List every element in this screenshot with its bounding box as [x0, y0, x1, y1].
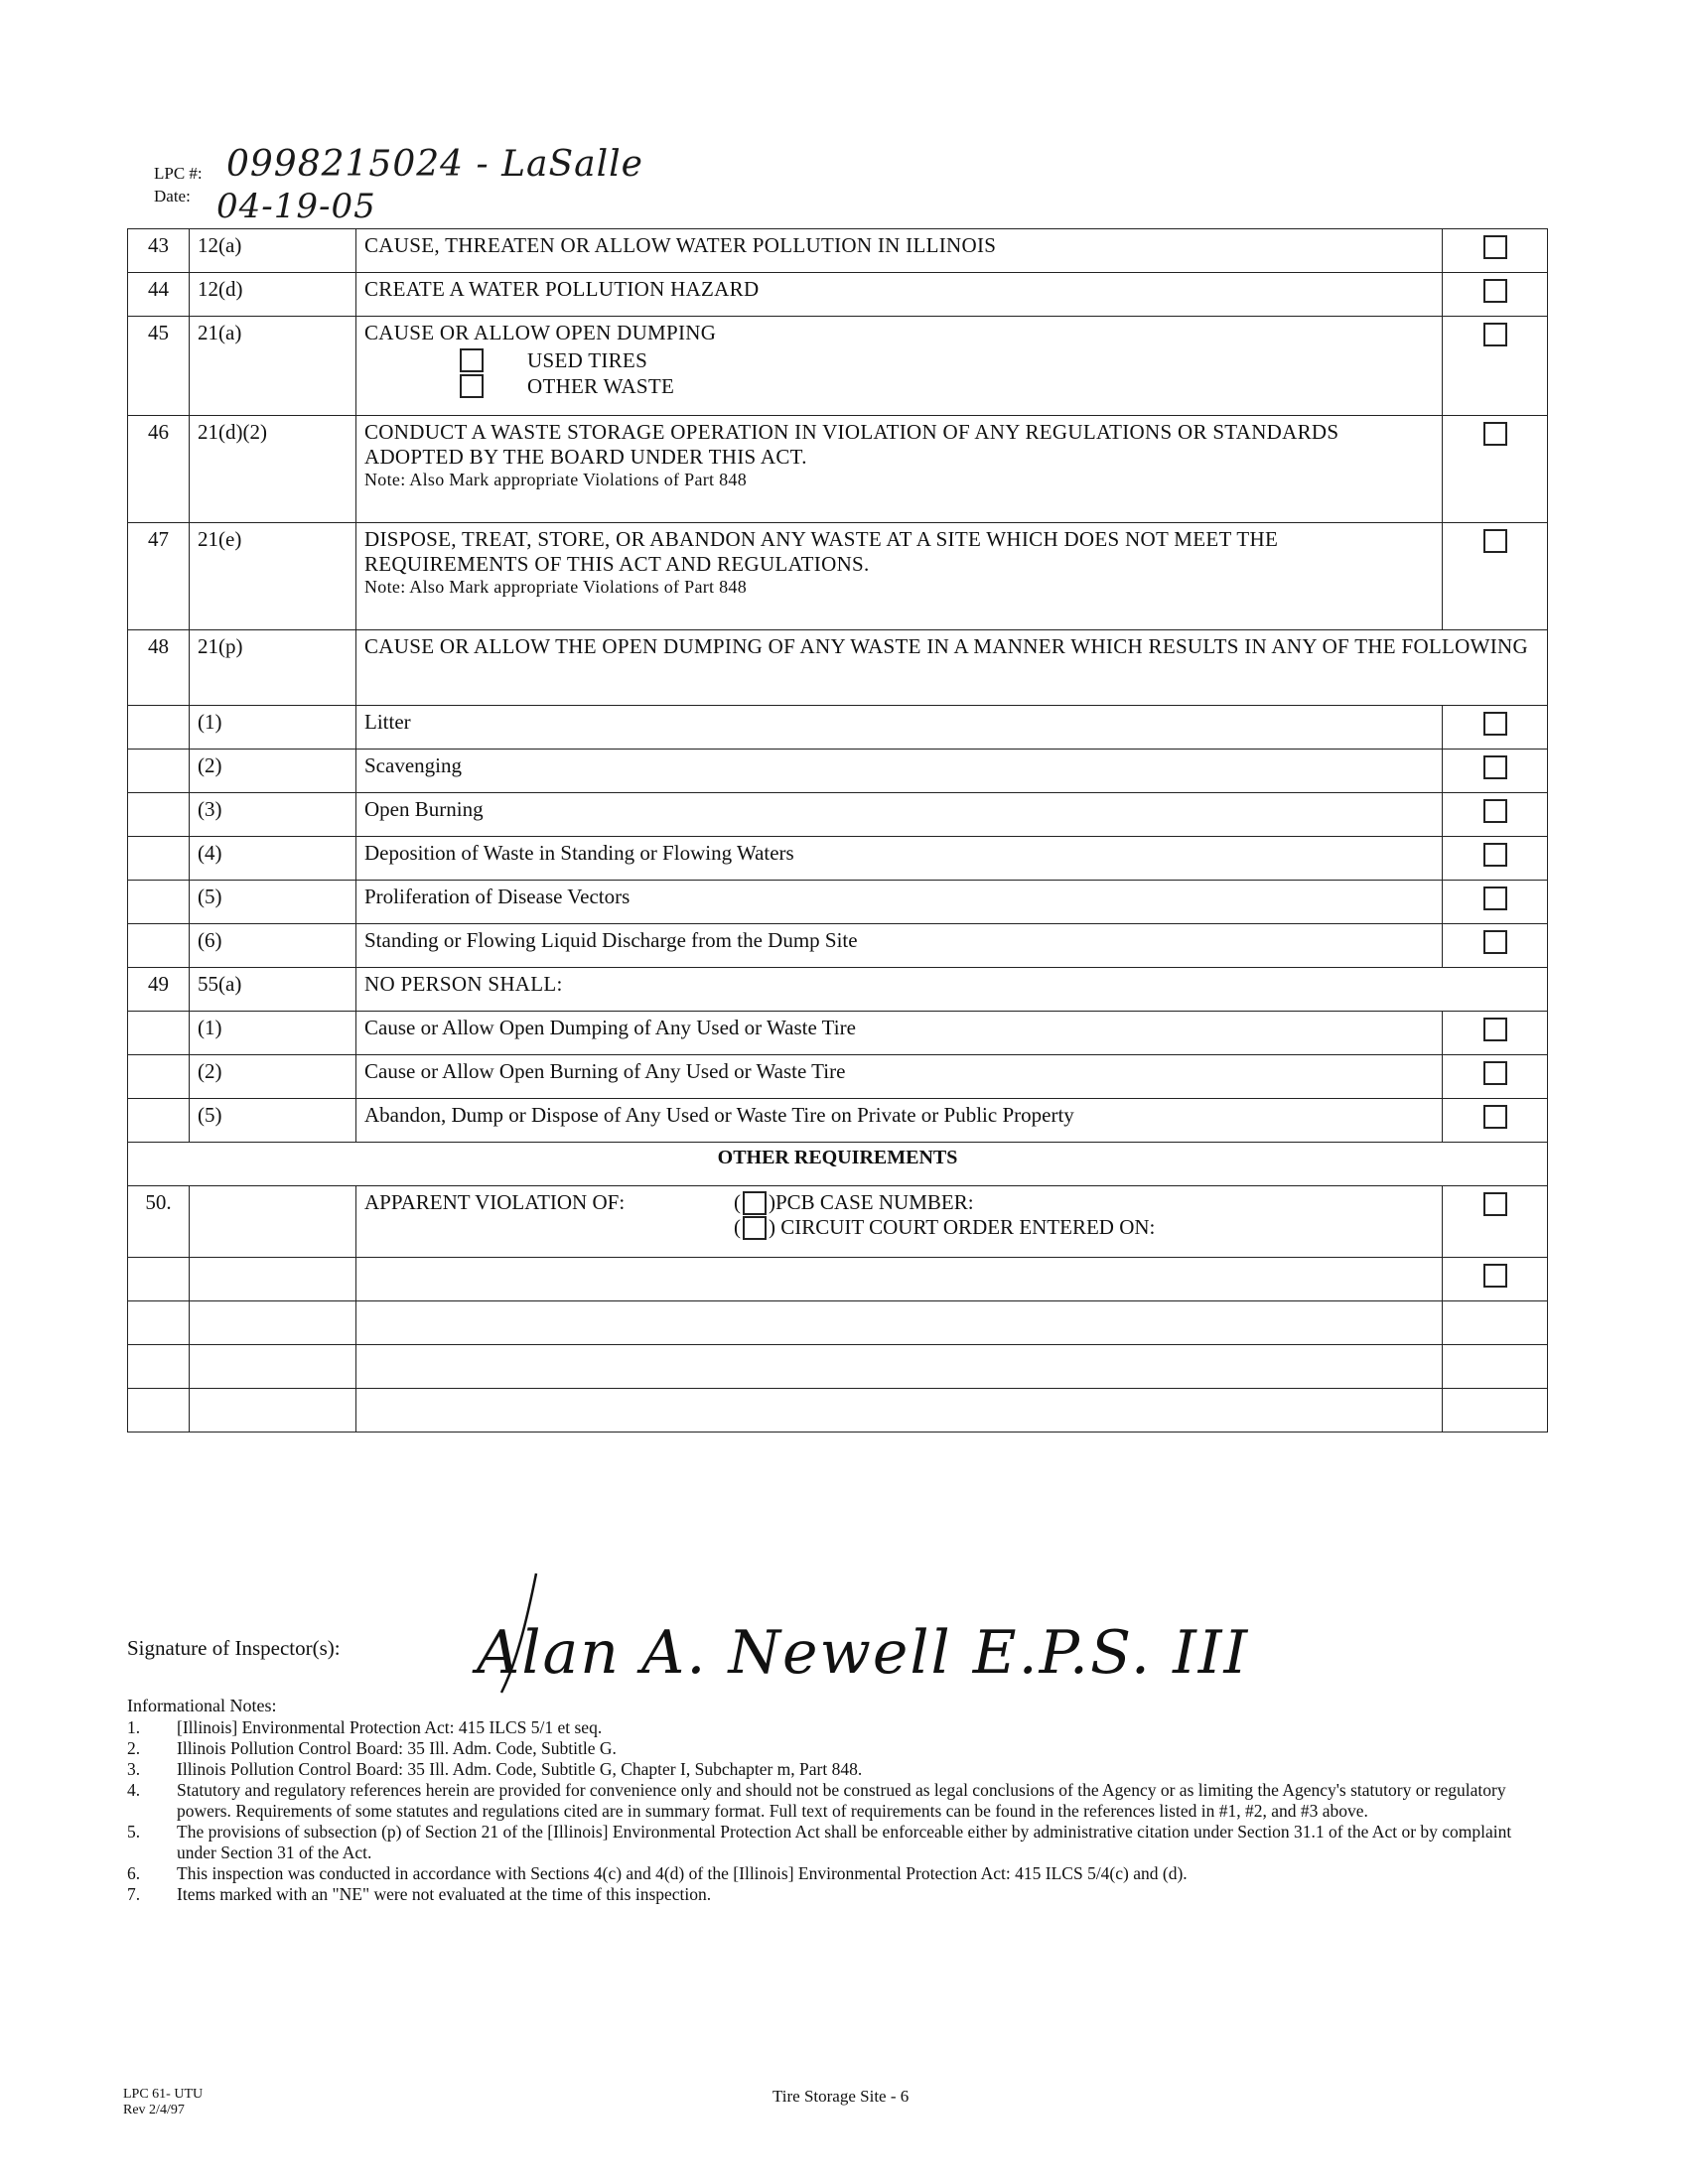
table-row: [128, 1345, 1548, 1389]
blank-entry[interactable]: [356, 1258, 1443, 1301]
row-number: 48: [128, 630, 190, 706]
table-row: [128, 793, 1548, 837]
table-row: [128, 706, 1548, 750]
violation-checkbox[interactable]: [1483, 529, 1507, 553]
violation-text: NO PERSON SHALL:: [356, 968, 1548, 1012]
note-number: 2.: [127, 1738, 141, 1758]
row-number: 47: [128, 523, 190, 630]
note-number: 3.: [127, 1759, 141, 1779]
note-text: [Illinois] Environmental Protection Act: 415 ILCS 5/1 et seq.: [177, 1717, 603, 1737]
circuit-court-label: ) CIRCUIT COURT ORDER ENTERED ON:: [769, 1215, 1156, 1239]
subsection-ref: (5): [190, 881, 356, 924]
table-row: [128, 1389, 1548, 1433]
violation-note: Note: Also Mark appropriate Violations of Part 848: [364, 577, 748, 597]
note-number: 7.: [127, 1884, 141, 1904]
page-footer: Tire Storage Site - 6: [772, 2087, 910, 2106]
note-number: 5.: [127, 1822, 141, 1842]
date-label: Date:: [154, 187, 191, 205]
subsection-ref: (5): [190, 1099, 356, 1143]
subsection-ref: (3): [190, 793, 356, 837]
row-number: 49: [128, 968, 190, 1012]
violation-checkbox[interactable]: [1483, 279, 1507, 303]
note-text: Illinois Pollution Control Board: 35 Ill. Adm. Code, Subtitle G, Chapter I, Subchapter m, Part 848.: [177, 1759, 863, 1779]
list-item: [127, 1863, 1547, 1884]
violation-text: CAUSE, THREATEN OR ALLOW WATER POLLUTION IN ILLINOIS: [356, 229, 1443, 273]
note-number: 4.: [127, 1780, 141, 1800]
violation-text: CREATE A WATER POLLUTION HAZARD: [356, 273, 1443, 317]
used-tires-label: USED TIRES: [527, 347, 648, 372]
lpc-number-value: 0998215024 - LaSalle: [226, 144, 643, 185]
violation-checkbox[interactable]: [1483, 1264, 1507, 1288]
paren: (: [734, 1190, 741, 1214]
list-item: [127, 1780, 1547, 1822]
table-row: [128, 750, 1548, 793]
note-text: Illinois Pollution Control Board: 35 Ill. Adm. Code, Subtitle G.: [177, 1738, 617, 1758]
note-number: 1.: [127, 1717, 141, 1737]
table-row: [128, 630, 1548, 706]
section-ref: 55(a): [190, 968, 356, 1012]
section-ref: 21(d)(2): [190, 416, 356, 523]
violation-text: Scavenging: [356, 750, 1443, 793]
other-waste-checkbox[interactable]: [460, 374, 484, 398]
violation-checkbox[interactable]: [1483, 1192, 1507, 1216]
form-revision: Rev 2/4/97: [123, 2103, 185, 2117]
used-tires-checkbox[interactable]: [460, 348, 484, 372]
table-row: [128, 881, 1548, 924]
inspector-signature: Alan A. Newell E.P.S. III: [477, 1618, 1250, 1688]
violation-text: DISPOSE, TREAT, STORE, OR ABANDON ANY WASTE AT A SITE WHICH DOES NOT MEET THE REQUIREMENTS OF THIS ACT AND REGULATIONS.: [364, 527, 1279, 576]
violation-text: Abandon, Dump or Dispose of Any Used or Waste Tire on Private or Public Property: [356, 1099, 1443, 1143]
violation-text: CONDUCT A WASTE STORAGE OPERATION IN VIOLATION OF ANY REGULATIONS OR STANDARDS ADOPTED BY THE BOARD UNDER THIS ACT.: [364, 420, 1339, 469]
row-number: 44: [128, 273, 190, 317]
violation-checkbox[interactable]: [1483, 1061, 1507, 1085]
blank-entry[interactable]: [356, 1301, 1443, 1345]
violation-checkbox[interactable]: [1483, 887, 1507, 910]
subsection-ref: (4): [190, 837, 356, 881]
section-ref: 12(d): [190, 273, 356, 317]
violation-text: Open Burning: [356, 793, 1443, 837]
note-text: This inspection was conducted in accordance with Sections 4(c) and 4(d) of the [Illinois] Environmental Protection Act: 415 ILCS 5/4(c) and (d).: [177, 1863, 1188, 1883]
list-item: [127, 1822, 1547, 1863]
violations-table: [127, 228, 1548, 1433]
list-item: [127, 1884, 1547, 1905]
table-row: [128, 273, 1548, 317]
pcb-case-checkbox[interactable]: [743, 1191, 767, 1215]
violation-checkbox[interactable]: [1483, 1105, 1507, 1129]
violation-note: Note: Also Mark appropriate Violations of Part 848: [364, 470, 748, 489]
table-row: [128, 317, 1548, 416]
violation-text: CAUSE OR ALLOW THE OPEN DUMPING OF ANY WASTE IN A MANNER WHICH RESULTS IN ANY OF THE FOLLOWING: [356, 630, 1548, 706]
table-row: [128, 416, 1548, 523]
violation-checkbox[interactable]: [1483, 930, 1507, 954]
table-row: [128, 837, 1548, 881]
form-id: [123, 2087, 203, 2118]
blank-entry[interactable]: [356, 1389, 1443, 1433]
table-row: [128, 1258, 1548, 1301]
violation-checkbox[interactable]: [1483, 755, 1507, 779]
subsection-ref: (1): [190, 706, 356, 750]
form-number: LPC 61- UTU: [123, 2087, 204, 2102]
subsection-ref: (2): [190, 1055, 356, 1099]
blank-entry[interactable]: [356, 1345, 1443, 1389]
pcb-case-label: )PCB CASE NUMBER:: [769, 1190, 974, 1214]
violation-checkbox[interactable]: [1483, 1018, 1507, 1041]
note-text: Items marked with an "NE" were not evaluated at the time of this inspection.: [177, 1884, 712, 1904]
section-ref: 21(e): [190, 523, 356, 630]
table-row: [128, 968, 1548, 1012]
violation-text: CAUSE OR ALLOW OPEN DUMPING: [364, 321, 717, 344]
circuit-court-checkbox[interactable]: [743, 1216, 767, 1240]
apparent-violation-label: APPARENT VIOLATION OF:: [364, 1190, 626, 1214]
table-row: [128, 1055, 1548, 1099]
violation-checkbox[interactable]: [1483, 843, 1507, 867]
subsection-ref: (1): [190, 1012, 356, 1055]
violation-text: Cause or Allow Open Burning of Any Used or Waste Tire: [356, 1055, 1443, 1099]
table-row: [128, 1099, 1548, 1143]
section-ref: 21(a): [190, 317, 356, 416]
table-row: [128, 523, 1548, 630]
note-text: Statutory and regulatory references herein are provided for convenience only and should not be construed as legal conclusions of the Agency or as limiting the Agency's statutory or regulatory powers. Requirements of some statutes and regulations cited are in summary format. Full text of requirements can be found in the references listed in #1, #2, and #3 above.: [177, 1780, 1506, 1821]
note-number: 6.: [127, 1863, 141, 1883]
table-row: [128, 924, 1548, 968]
row-number: 50.: [128, 1186, 190, 1258]
subsection-ref: (2): [190, 750, 356, 793]
table-row: [128, 1012, 1548, 1055]
violation-text: Standing or Flowing Liquid Discharge from the Dump Site: [356, 924, 1443, 968]
section-ref: 12(a): [190, 229, 356, 273]
list-item: [127, 1717, 1547, 1738]
other-requirements-title: OTHER REQUIREMENTS: [128, 1143, 1548, 1186]
violation-checkbox[interactable]: [1483, 712, 1507, 736]
row-number: 43: [128, 229, 190, 273]
date-value: 04-19-05: [216, 187, 376, 226]
signature-label: Signature of Inspector(s):: [127, 1636, 341, 1660]
table-row: [128, 229, 1548, 273]
paren: (: [734, 1215, 741, 1239]
list-item: [127, 1759, 1547, 1780]
violation-text: Litter: [356, 706, 1443, 750]
list-item: [127, 1738, 1547, 1759]
informational-notes: [127, 1717, 1547, 1905]
lpc-number-label: LPC #:: [154, 164, 203, 183]
violation-text: Deposition of Waste in Standing or Flowing Waters: [356, 837, 1443, 881]
notes-title: Informational Notes:: [127, 1696, 277, 1715]
note-text: The provisions of subsection (p) of Section 21 of the [Illinois] Environmental Protection Act shall be enforceable either by administrative citation under Section 31.1 of the Act or by complaint under Section 31 of the Act.: [177, 1822, 1512, 1862]
violation-text: Cause or Allow Open Dumping of Any Used or Waste Tire: [356, 1012, 1443, 1055]
subsection-ref: (6): [190, 924, 356, 968]
violation-checkbox[interactable]: [1483, 422, 1507, 446]
violation-checkbox[interactable]: [1483, 235, 1507, 259]
row-number: 45: [128, 317, 190, 416]
other-waste-label: OTHER WASTE: [527, 373, 675, 398]
table-row: [128, 1186, 1548, 1258]
table-row: [128, 1301, 1548, 1345]
section-ref: 21(p): [190, 630, 356, 706]
violation-checkbox[interactable]: [1483, 323, 1507, 346]
table-row: [128, 1143, 1548, 1186]
violation-checkbox[interactable]: [1483, 799, 1507, 823]
violation-text: Proliferation of Disease Vectors: [356, 881, 1443, 924]
row-number: 46: [128, 416, 190, 523]
